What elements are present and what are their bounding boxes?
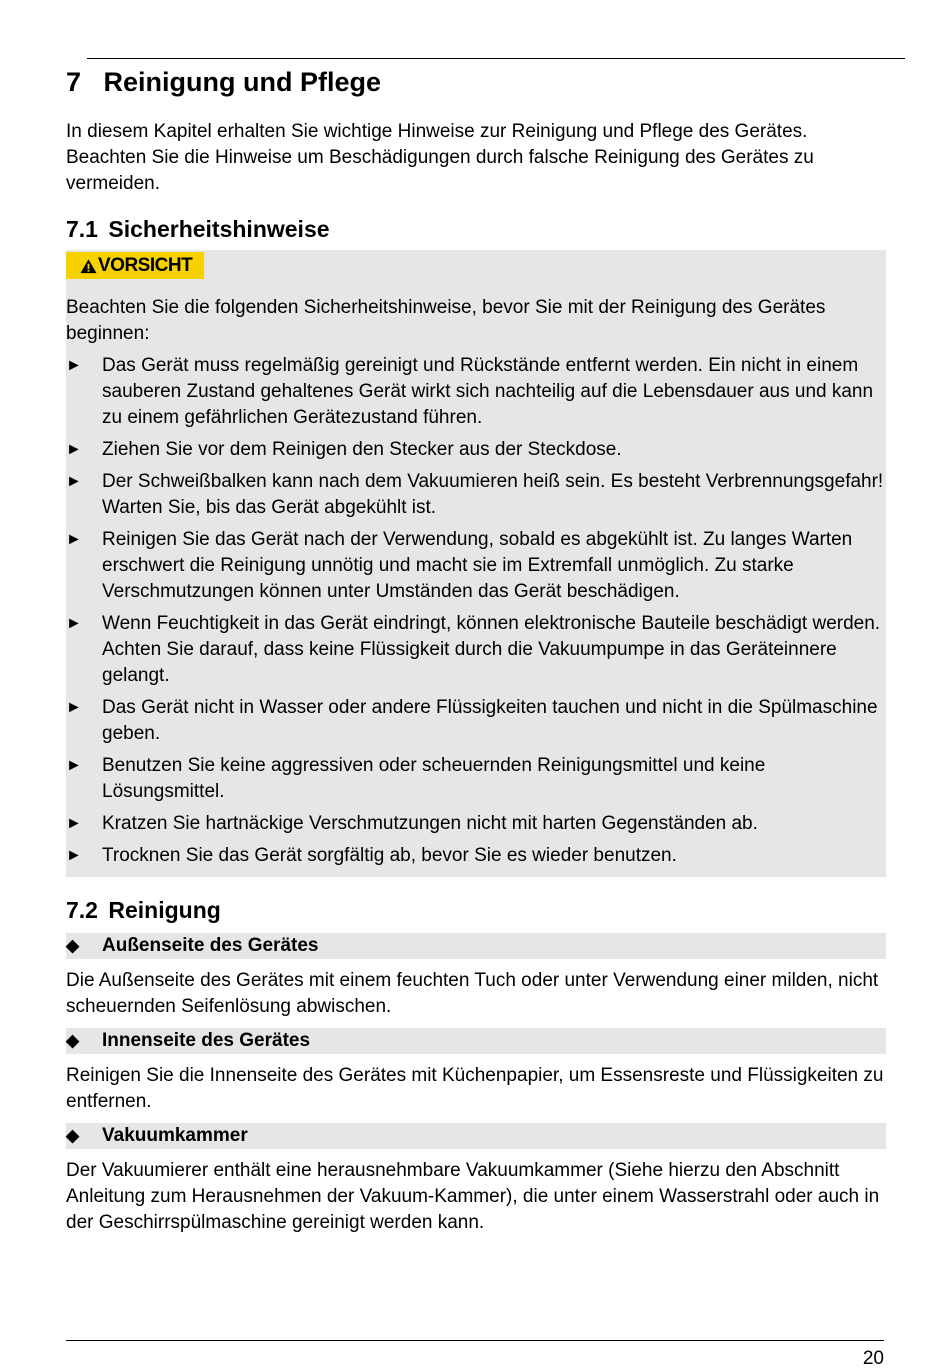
safety-notice-box (66, 250, 886, 877)
section-number: 7.1 (66, 216, 98, 242)
chapter-title: Reinigung und Pflege (103, 67, 382, 97)
chapter-intro: In diesem Kapitel erhalten Sie wichtige Hinweise zur Reinigung und Pflege des Gerätes. Beachten Sie die Hinweise um Beschädigungen durch falsche Reinigung des Gerätes zu vermeiden. (66, 121, 814, 194)
diamond-bullet-icon: ◆ (66, 1031, 80, 1050)
page-number: 20 (862, 1348, 884, 1369)
subsection-text: Reinigen Sie die Innenseite des Gerätes mit Küchenpapier, um Essensreste und Flüssigkeiten zu entfernen. (66, 1065, 884, 1112)
arrow-bullet-icon: ► (66, 473, 82, 490)
subsection-title: Außenseite des Gerätes (102, 935, 319, 956)
subsection-title: Innenseite des Gerätes (102, 1030, 311, 1051)
safety-item-text: Trocknen Sie das Gerät sorgfältig ab, bevor Sie es wieder benutzen. (102, 845, 677, 866)
arrow-bullet-icon: ► (66, 615, 82, 632)
safety-intro: Beachten Sie die folgenden Sicherheitshinweise, bevor Sie mit der Reinigung des Gerätes beginnen: (66, 297, 826, 344)
page-content (66, 64, 886, 1236)
arrow-bullet-icon: ► (66, 847, 82, 864)
safety-item-text: Benutzen Sie keine aggressiven oder scheuernden Reinigungsmittel und keine Lösungsmittel. (102, 755, 766, 802)
arrow-bullet-icon: ► (66, 699, 82, 716)
safety-item-text: Der Schweißbalken kann nach dem Vakuumieren heiß sein. Es besteht Verbrennungsgefahr! Warten Sie, bis das Gerät abgekühlt ist. (102, 471, 884, 518)
safety-item-text: Das Gerät muss regelmäßig gereinigt und Rückstände entfernt werden. Ein nicht in einem sauberen Zustand gehaltenes Gerät wirkt sich nachteilig auf die Lebensdauer aus und kann zu einem gefährlichen Gerätezustand führen. (102, 355, 874, 428)
arrow-bullet-icon: ► (66, 357, 82, 374)
diamond-bullet-icon: ◆ (66, 1126, 80, 1145)
arrow-bullet-icon: ► (66, 531, 82, 548)
safety-list-item (66, 437, 886, 463)
safety-item-text: Das Gerät nicht in Wasser oder andere Flüssigkeiten tauchen und nicht in die Spülmaschine geben. (102, 697, 878, 744)
safety-list-item (66, 353, 886, 431)
subsection-heading (66, 933, 886, 959)
caution-label: VORSICHT (98, 254, 193, 276)
safety-list-item (66, 469, 886, 521)
safety-item-text: Ziehen Sie vor dem Reinigen den Stecker aus der Steckdose. (102, 439, 622, 460)
safety-list-item (66, 527, 886, 605)
section-heading-safety (66, 214, 886, 244)
diamond-bullet-icon: ◆ (66, 936, 80, 955)
safety-item-text: Kratzen Sie hartnäckige Verschmutzungen nicht mit harten Gegenständen ab. (102, 813, 758, 834)
warning-triangle-icon (80, 258, 97, 274)
arrow-bullet-icon: ► (66, 815, 82, 832)
caution-badge (66, 252, 204, 279)
cleaning-section-chamber (66, 1123, 886, 1236)
safety-item-text: Wenn Feuchtigkeit in das Gerät eindringt, können elektronische Bauteile beschädigt werden. Achten Sie darauf, dass keine Flüssigkeit durch die Vakuumpumpe in das Geräteinnere gelangt. (102, 613, 881, 686)
subsection-heading (66, 1123, 886, 1149)
cleaning-section-interior (66, 1028, 886, 1115)
subsection-heading (66, 1028, 886, 1054)
arrow-bullet-icon: ► (66, 757, 82, 774)
section-heading-cleaning (66, 895, 886, 925)
safety-list-item (66, 611, 886, 689)
subsection-text: Der Vakuumierer enthält eine herausnehmbare Vakuumkammer (Siehe hierzu den Abschnitt Anleitung zum Herausnehmen der Vakuum-Kammer), die unter einem Wasserstrahl oder auch in der Geschirrspülmaschine gereinigt werden kann. (66, 1160, 880, 1233)
section-title: Sicherheitshinweise (108, 216, 330, 242)
subsection-text: Die Außenseite des Gerätes mit einem feuchten Tuch oder unter Verwendung einer milden, nicht scheuernden Seifenlösung abwischen. (66, 970, 879, 1017)
safety-list-item (66, 811, 886, 837)
header-rule (87, 58, 905, 59)
safety-item-text: Reinigen Sie das Gerät nach der Verwendung, sobald es abgekühlt ist. Zu langes Warten erschwert die Reinigung unnötig und macht sie im Extremfall unmöglich. Zu starke Verschmutzungen können unter Umständen das Gerät beschädigen. (102, 529, 853, 602)
safety-list-item (66, 695, 886, 747)
safety-list (66, 353, 886, 869)
safety-list-item (66, 753, 886, 805)
footer-rule (66, 1340, 884, 1341)
arrow-bullet-icon: ► (66, 441, 82, 458)
safety-list-item (66, 843, 886, 869)
section-number: 7.2 (66, 897, 98, 923)
cleaning-section-exterior (66, 933, 886, 1020)
subsection-title: Vakuumkammer (102, 1125, 248, 1146)
chapter-number: 7 (66, 67, 82, 97)
section-title: Reinigung (108, 897, 221, 923)
chapter-heading (66, 64, 886, 100)
